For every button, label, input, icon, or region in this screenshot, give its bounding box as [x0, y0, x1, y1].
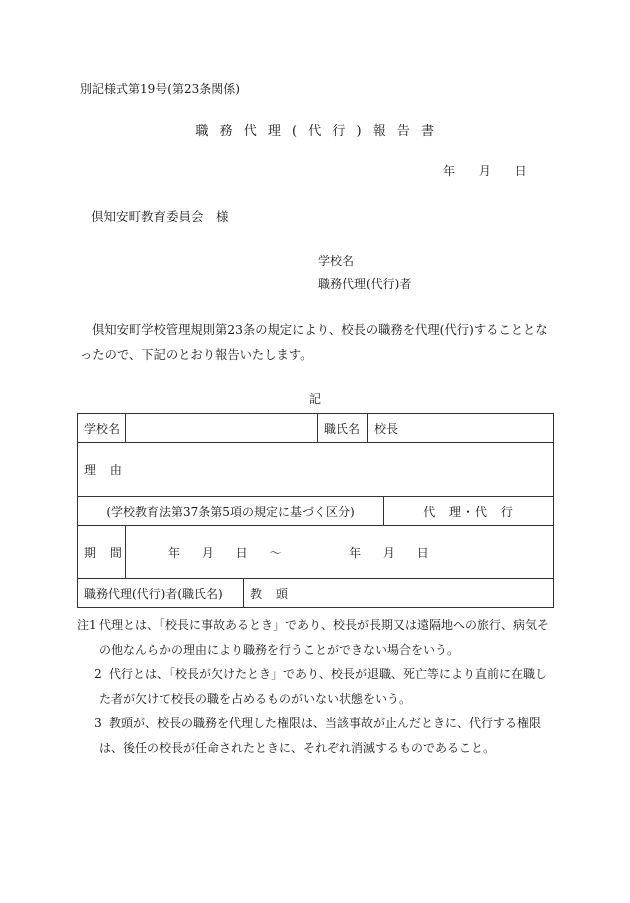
document-title: 職 務 代 理 ( 代 行 ) 報 告 書: [195, 124, 435, 139]
school-name-field[interactable]: [126, 414, 318, 443]
position-field[interactable]: 校長: [368, 414, 554, 443]
report-table: [77, 413, 554, 608]
table-row: [78, 497, 554, 526]
note-number: 3: [94, 716, 102, 730]
acting-person-field[interactable]: 教 頭: [244, 579, 554, 608]
position-cell-label: 職氏名: [318, 414, 368, 443]
acting-person-label: 職務代理(代行)者: [318, 277, 412, 291]
note-text: 代理とは、「校長に事故あるとき」であり、校長が長期又は遠隔地への旅行、病気その他なんらかの理由により職務を行うことができない場合をいう。: [99, 618, 550, 657]
table-row: [78, 526, 554, 579]
note-item: [77, 711, 557, 760]
category-field[interactable]: 代 理・代 行: [384, 497, 554, 526]
period-value: 年 月 日 〜 年 月 日: [168, 545, 429, 560]
reason-field[interactable]: [78, 443, 554, 497]
note-number: 2: [94, 667, 102, 681]
note-number: 注1: [77, 618, 97, 632]
acting-person-cell-label: 職務代理(代行)者(職氏名): [78, 579, 244, 608]
reason-label: 理 由: [84, 463, 123, 477]
note-item: [77, 662, 557, 711]
category-label: (学校教育法第37条第5項の規定に基づく区分): [78, 497, 384, 526]
note-text: 教頭が、校長の職務を代理した権限は、当該事故が止んだときに、代行する権限は、後任の校長が任命されたときに、それぞれ消滅するものであること。: [99, 716, 542, 755]
note-item: [77, 613, 557, 662]
addressee: 倶知安町教育委員会 様: [91, 209, 229, 224]
form-number: 別記様式第19号(第23条関係): [80, 82, 240, 96]
notes: [77, 613, 557, 760]
table-row: [78, 443, 554, 497]
date-line: 年 月 日: [443, 164, 527, 178]
school-name-label: 学校名: [318, 254, 355, 268]
note-text: 代行とは、「校長が欠けたとき」であり、校長が退職、死亡等により直前に在職した者が欠けて校長の職を占めるものがいない状態をいう。: [99, 667, 548, 706]
body-paragraph: 倶知安町学校管理規則第23条の規定により、校長の職務を代理(代行)することとなったので、下記のとおり報告いたします。: [80, 323, 548, 362]
period-field[interactable]: [126, 526, 554, 579]
school-name-cell-label: 学校名: [78, 414, 126, 443]
table-row: [78, 414, 554, 443]
ki-heading: 記: [308, 392, 321, 406]
table-row: [78, 579, 554, 608]
period-label: 期 間: [78, 526, 126, 579]
